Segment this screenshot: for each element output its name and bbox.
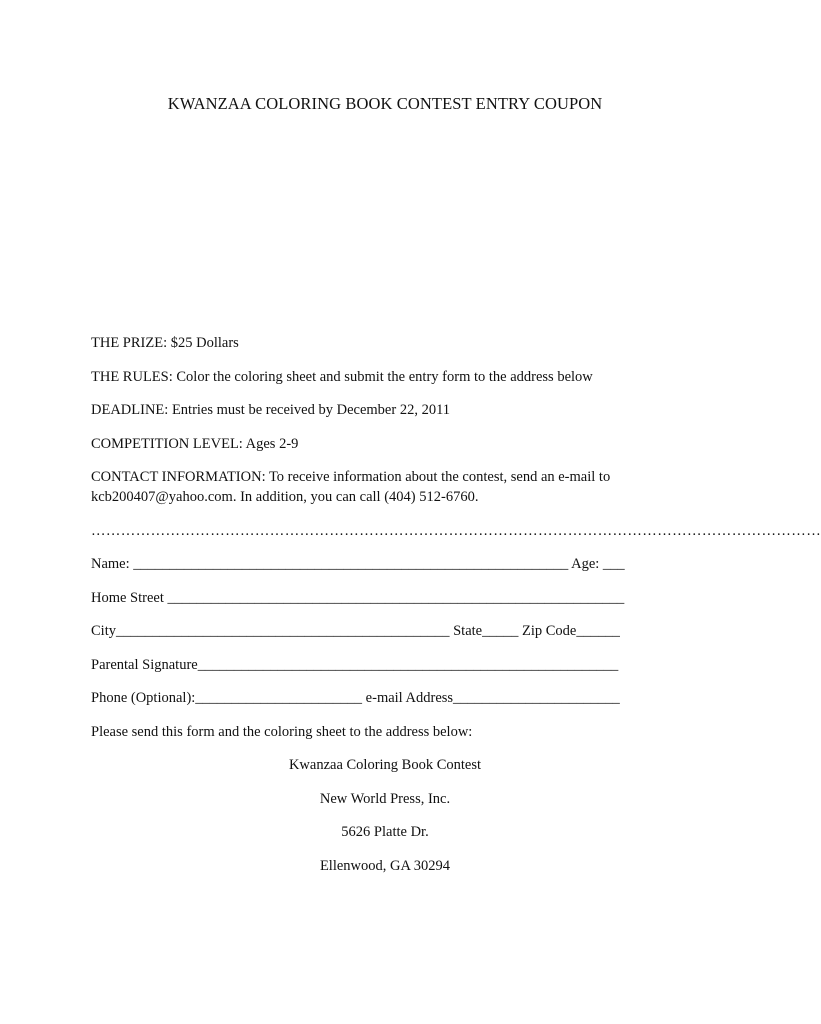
phone-email-field-line: Phone (Optional):_______________________ e-mail Address_______________________ [91,690,620,706]
deadline-text: DEADLINE: Entries must be received by December 22, 2011 [91,402,451,418]
home-street-field-line: Home Street _______________________________________________________________ [91,590,625,606]
instruction-text: Please send this form and the coloring sheet to the address below: [91,724,473,740]
address-line-2: New World Press, Inc. [319,791,451,807]
page-title: KWANZAA COLORING BOOK CONTEST ENTRY COUPON [167,94,603,113]
competition-level-text: COMPETITION LEVEL: Ages 2-9 [91,436,299,452]
contact-information-text: CONTACT INFORMATION: To receive information about the contest, send an e-mail to kcb200407@yahoo.com. In addition, you can call (404) 512-6760. [91,469,611,505]
city-state-zip-field-line: City______________________________________________ State_____ Zip Code______ [91,623,620,639]
rules-text: THE RULES: Color the coloring sheet and submit the entry form to the address below [91,369,593,385]
address-line-1: Kwanzaa Coloring Book Contest [288,757,482,773]
cut-line-separator: ………………………………………………………………………………………………………………………………… [91,523,821,539]
address-line-4: Ellenwood, GA 30294 [319,858,451,874]
parental-signature-field-line: Parental Signature__________________________________________________________ [91,657,619,673]
prize-text: THE PRIZE: $25 Dollars [91,335,239,351]
name-age-field-line: Name: ____________________________________________________________ Age: ___ [91,556,625,572]
address-line-3: 5626 Platte Dr. [341,824,429,840]
